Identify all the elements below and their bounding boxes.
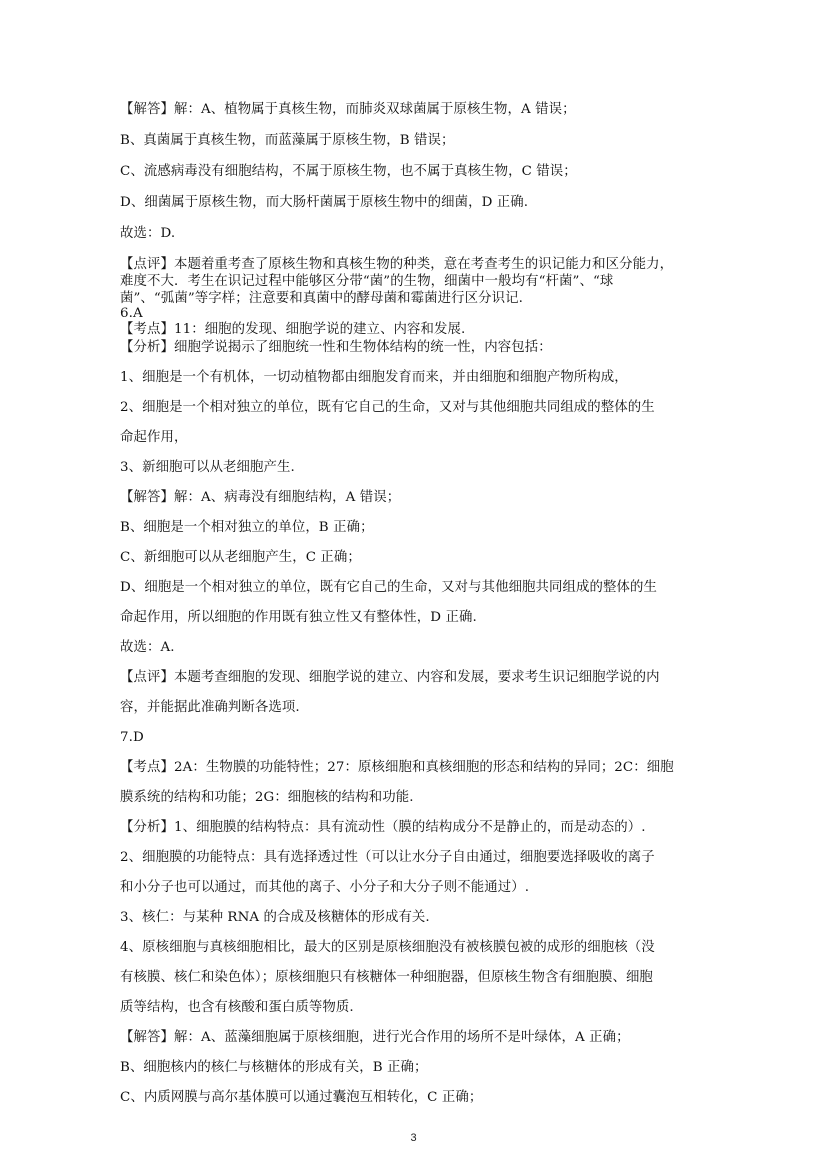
text-line: 和小分子也可以通过，而其他的离子、小分子和大分子则不能通过）. — [120, 880, 530, 895]
text-line: D、细菌属于原核生物，而大肠杆菌属于原核生物中的细菌，D 正确. — [120, 195, 529, 210]
question-number: 7.D — [120, 730, 144, 745]
text-line: 2、细胞是一个相对独立的单位，既有它自己的生命，又对与其他细胞共同组成的整体的生 — [120, 400, 655, 415]
text-line: 命起作用， — [120, 430, 188, 445]
text-line: 1、细胞是一个有机体，一切动植物都由细胞发育而来，并由细胞和细胞产物所构成， — [120, 370, 628, 385]
text-line: 【解答】解：A、蓝藻细胞属于原核细胞，进行光合作用的场所不是叶绿体，A 正确； — [120, 1030, 630, 1045]
text-line: 【考点】11：细胞的发现、细胞学说的建立、内容和发展. — [120, 322, 466, 337]
text-line: 3、核仁：与某种 RNA 的合成及核糖体的形成有关. — [120, 910, 430, 925]
text-line: B、真菌属于真核生物，而蓝藻属于原核生物，B 错误； — [120, 133, 455, 148]
text-line: 膜系统的结构和功能；2G：细胞核的结构和功能. — [120, 790, 414, 805]
text-line: 2、细胞膜的功能特点：具有选择透过性（可以让水分子自由通过，细胞要选择吸收的离子 — [120, 850, 655, 865]
text-line: 命起作用，所以细胞的作用既有独立性又有整体性，D 正确. — [120, 610, 477, 625]
text-line: C、新细胞可以从老细胞产生，C 正确； — [120, 550, 361, 565]
text-line: D、细胞是一个相对独立的单位，既有它自己的生命，又对与其他细胞共同组成的整体的生 — [120, 580, 657, 595]
text-line: 故选：A. — [120, 640, 175, 655]
text-line: 容，并能据此准确判断各选项. — [120, 700, 300, 715]
text-line: 故选：D. — [120, 226, 176, 241]
text-line: 【点评】本题考查细胞的发现、细胞学说的建立、内容和发展，要求考生识记细胞学说的内 — [120, 670, 660, 685]
text-line: C、内质网膜与高尔基体膜可以通过囊泡互相转化，C 正确； — [120, 1090, 483, 1105]
text-line: 【分析】细胞学说揭示了细胞统一性和生物体结构的统一性，内容包括： — [120, 340, 552, 355]
page-number: 3 — [410, 1132, 417, 1144]
text-line: 3、新细胞可以从老细胞产生. — [120, 460, 295, 475]
text-line: 4、原核细胞与真核细胞相比，最大的区别是原核细胞没有被核膜包被的成形的细胞核（没 — [120, 940, 655, 955]
text-line: 难度不大．考生在识记过程中能够区分带“菌”的生物，细菌中一般均有“杆菌”、“球 — [120, 274, 614, 289]
text-line: B、细胞核内的核仁与核糖体的形成有关，B 正确； — [120, 1060, 428, 1075]
text-line: 【解答】解：A、植物属于真核生物，而肺炎双球菌属于原核生物，A 错误； — [120, 102, 576, 117]
text-line: 【解答】解：A、病毒没有细胞结构，A 错误； — [120, 490, 401, 505]
text-line: 有核膜、核仁和染色体）；原核细胞只有核糖体一种细胞器，但原核生物含有细胞膜、细胞 — [120, 970, 653, 985]
text-line: C、流感病毒没有细胞结构，不属于原核生物，也不属于真核生物，C 错误； — [120, 164, 577, 179]
text-line: 质等结构，也含有核酸和蛋白质等物质. — [120, 1000, 354, 1015]
text-line: 【点评】本题着重考查了原核生物和真核生物的种类，意在考查考生的识记能力和区分能力， — [120, 257, 674, 272]
text-line: 菌”、“弧菌”等字样；注意要和真菌中的酵母菌和霉菌进行区分识记. — [120, 291, 523, 306]
text-line: 【考点】2A：生物膜的功能特性；27：原核细胞和真核细胞的形态和结构的异同；2C：细胞 — [120, 760, 674, 775]
text-line: B、细胞是一个相对独立的单位，B 正确； — [120, 520, 374, 535]
text-line: 【分析】1、细胞膜的结构特点：具有流动性（膜的结构成分不是静止的，而是动态的）. — [120, 820, 646, 835]
question-number: 6.A — [120, 306, 143, 321]
